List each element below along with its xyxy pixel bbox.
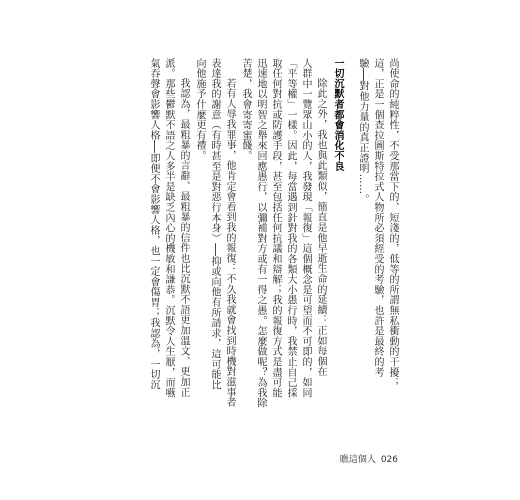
text-column: 我認為，最粗暴的言辭、最粗暴的信件也比沉默不語更加溫文、更加正 xyxy=(178,78,189,398)
text-column: 除此之外，我也與此類似，簡直是他早逝生命的延續：正如每個在 xyxy=(315,78,326,377)
text-column: 派。那些鬱默不語之人多半是缺乏內心的機敏和謙恭。沉默令人生厭，而嚥 xyxy=(163,58,174,398)
text-column: 「平等權」一樣。因此，每當遇到針對我的各類大小愚行時，我禁止自己採 xyxy=(285,58,296,398)
text-column: 驗──對他力量的真正證明……。 xyxy=(357,58,368,205)
text-column: 表達我的謝意（有時甚至是對惡行本身）──抑或向他有所請求，這可能比 xyxy=(209,58,220,390)
text-column: 氣吞聲會影響人格──即便不會影響人格，也一定會傷胃；我認為，一切沉 xyxy=(148,58,159,390)
text-column: 人群中一覽眾山小的人，我發現「報復」這個概念是可望而不可即的，如同 xyxy=(300,58,311,398)
text-column: 迅速地以明智之舉來回應愚行，以彌補對方或有一得之愚。怎麼做呢？為我除 xyxy=(255,58,266,409)
page-number: 026 xyxy=(380,455,398,465)
text-column: 這，正是一個查拉圖斯特拉式人物所必須經受的考驗，也許是最終的考 xyxy=(372,58,383,378)
text-column: 取任何對抗或防護手段，甚至包括任何抗議和辯解；我的報復方式是盡可能 xyxy=(270,58,281,398)
text-column: 若有人辱我罪事，他肯定會看到我的報復：不久我就會找到時機對滋事者 xyxy=(224,78,235,408)
text-column: 苦楚，我會寄寄蜜餞。 xyxy=(240,58,251,161)
text-column: 尚使命的純粹性，不受那當下的、短淺的，低等的所謂無私衝動的干擾； xyxy=(387,58,398,388)
page-footer xyxy=(340,452,398,465)
running-title: 瞧這個人 xyxy=(339,455,376,465)
section-heading: 一切沉默者都會消化不良 xyxy=(332,58,343,172)
text-column: 向他施予什麼更有禮。 xyxy=(194,58,205,161)
